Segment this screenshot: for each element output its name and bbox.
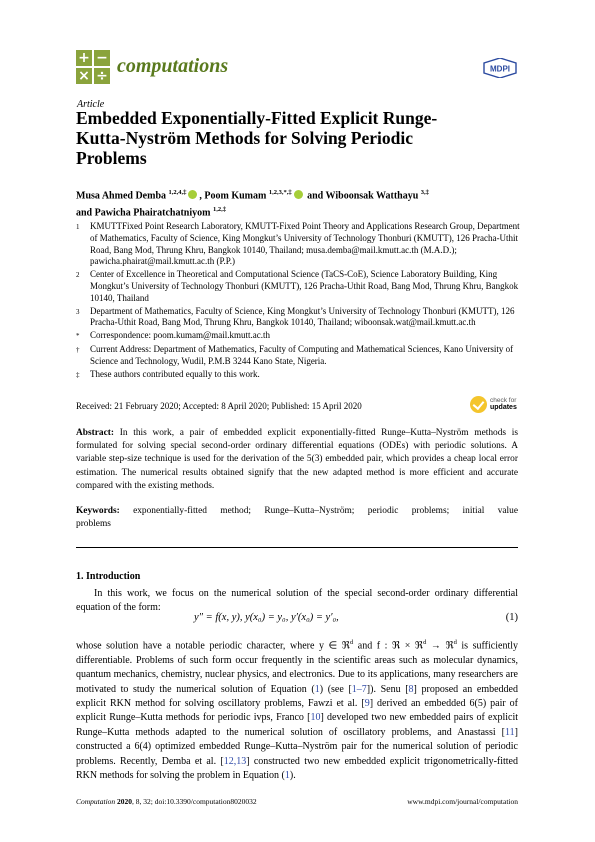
abstract bbox=[76, 427, 518, 493]
author-affil: 1,2,4,‡ bbox=[168, 189, 187, 196]
publication-dates: Received: 21 February 2020; Accepted: 8 April 2020; Published: 15 April 2020 bbox=[76, 401, 362, 411]
affiliation-item bbox=[76, 344, 526, 368]
orcid-icon[interactable] bbox=[294, 190, 303, 199]
paper-title: Embedded Exponentially-Fitted Explicit Runge-Kutta-Nyström Methods for Solving Periodic Problems bbox=[76, 108, 438, 168]
divide-icon: ÷ bbox=[94, 68, 110, 84]
orcid-icon[interactable] bbox=[188, 190, 197, 199]
affiliation-mark: 2 bbox=[76, 271, 80, 280]
citation-link[interactable]: 10 bbox=[310, 712, 321, 724]
check-updates-text bbox=[490, 397, 517, 411]
affiliation-item bbox=[76, 221, 526, 268]
footer-journal: Computation bbox=[76, 797, 116, 806]
author-name[interactable]: Pawicha Phairatchatniyom bbox=[94, 207, 211, 219]
check-updates-line2: updates bbox=[490, 404, 517, 411]
author-name[interactable]: Wiboonsak Watthayu bbox=[325, 190, 419, 202]
article-type: Article bbox=[77, 99, 105, 110]
affiliation-text: KMUTTFixed Point Research Laboratory, KMUTT-Fixed Point Theory and Applications Research Group, Department of Mathematics, Faculty of Science, King Mongkut’s University of Technology Thonburi (KMUTT), 126 Pracha-Uthit Road, Bang Mod, Thrung Khru, Bangkok 10140, Thailand; musa.demba@mail.kmutt.ac.th (M.A.D.); pawicha.phairat@mail.kmutt.ac.th (P.P.) bbox=[90, 221, 520, 267]
mdpi-logo-text: MDPI bbox=[490, 64, 510, 74]
checkmark-icon bbox=[470, 396, 487, 413]
affiliation-item bbox=[76, 306, 526, 330]
citation-link[interactable]: 9 bbox=[364, 697, 370, 709]
citation-link[interactable]: 11 bbox=[505, 726, 515, 738]
footer-doi[interactable]: , 8, 32; doi:10.3390/computation8020032 bbox=[132, 797, 257, 806]
author-conjunction: and bbox=[307, 190, 324, 202]
minus-icon: − bbox=[94, 50, 110, 66]
affiliation-text: Department of Mathematics, Faculty of Science, King Mongkut’s University of Technology Thonburi (KMUTT), 126 Pracha-Uthit Road, Bang Mod, Thrung Khru, Bangkok 10140, Thailand; wiboonsak.wat@mail.kmutt.ac.th bbox=[90, 305, 515, 328]
affiliation-mark: ‡ bbox=[76, 370, 80, 379]
intro-paragraph-2: whose solution have a notable periodic character, where y ∈ ℜ$^d$ and f : ℜ × ℜ$^d$ → ℜ$^d$ is sufficiently differentiable. Problems of such form occur frequently in the scientific areas such as molecular dynamics, quantum mechanics, chemistry, nuclear physics, and electronics. Due to its applications, many researchers are motivated to study the numerical solution of Equation (1) (see [1–7]). Senu [8] proposed an embedded explicit RKN method for solving oscillatory problems, Fawzi et al. [9] derived an embedded 6(5) pair of explicit Runge–Kutta methods for periodic ivps, Franco [10] developed two new embedded pairs of explicit Runge–Kutta methods adapted to the numerical solution of oscillatory problems, and Anastassi [11] constructed a 6(4) optimized embedded Runge–Kutta–Nyström pair for the numerical solution of periodic problems. Recently, Demba et al. [12,13] constructed two new embedded explicit trigonometrically-fitted RKN methods for solving the problem in Equation (1). bbox=[76, 639, 519, 781]
citation-link[interactable]: 1–7 bbox=[351, 683, 367, 695]
author-affil: 1,2,3,*,‡ bbox=[268, 189, 292, 196]
author-name[interactable]: Poom Kumam bbox=[204, 190, 267, 202]
divider bbox=[76, 547, 518, 548]
affiliation-text: Center of Excellence in Theoretical and Computational Science (TaCS-CoE), Science Laboratory Building, King Mongkut’s University of Technology Thonburi (KMUTT), 126 Pracha-Uthit Road, Bang Mod, Thrung Khru, Bangkok 10140, Thailand bbox=[90, 269, 519, 303]
section-number: 1. bbox=[76, 571, 84, 582]
citation-link[interactable]: 8 bbox=[408, 683, 414, 695]
author-affil: 3,‡ bbox=[420, 189, 429, 196]
keywords bbox=[76, 505, 518, 531]
section-heading bbox=[76, 571, 140, 582]
affiliation-mark: 1 bbox=[76, 223, 80, 231]
affiliation-text: These authors contributed equally to this work. bbox=[90, 368, 260, 379]
author-affil: 1,2,‡ bbox=[212, 206, 226, 214]
footer-year: 2020 bbox=[117, 797, 133, 806]
equation-ref-link[interactable]: 1 bbox=[314, 683, 320, 695]
affiliation-mark: * bbox=[76, 332, 80, 341]
affiliation-text: Current Address: Department of Mathematics, Faculty of Computing and Mathematical Sciences, Kano University of Science and Technology, Wudil, P.M.B 3244 Kano State, Nigeria. bbox=[90, 343, 514, 366]
affiliation-item bbox=[76, 330, 526, 343]
mdpi-logo-icon[interactable] bbox=[483, 58, 517, 78]
keywords-text: exponentially-fitted method; Runge–Kutta–Nyström; periodic problems; initial value problems bbox=[76, 506, 518, 530]
affiliation-item bbox=[76, 269, 526, 304]
check-for-updates-badge[interactable] bbox=[470, 394, 520, 414]
equation-number: (1) bbox=[505, 612, 518, 623]
abstract-text: In this work, a pair of embedded explicit exponentially-fitted Runge–Kutta–Nyström methods is formulated for solving special second-order ordinary differential equations (ODEs) with periodic solutions. A variable step-size technique is used for the derivation of the 5(3) embedded pair, which provides a cheap local error estimation. The numerical results obtained signify that the new adapted method is more efficient and accurate compared with the existing methods. bbox=[76, 428, 518, 491]
equation-ref-link[interactable]: 1 bbox=[284, 769, 290, 781]
journal-name[interactable]: computations bbox=[117, 55, 229, 77]
author-conjunction: and bbox=[76, 207, 93, 219]
keywords-label: Keywords: bbox=[76, 506, 120, 516]
affiliation-item bbox=[76, 369, 526, 382]
affiliation-mark: 3 bbox=[76, 307, 80, 316]
affiliation-mark: † bbox=[76, 345, 80, 354]
journal-logo bbox=[76, 50, 110, 84]
plus-icon: + bbox=[76, 50, 92, 66]
footer-citation bbox=[76, 797, 257, 806]
author-list: Musa Ahmed Demba $^{1,2,4,\ddagger}$ , Poom Kumam $^{1,2,3,*,\ddagger}$ and Wiboonsak Watthayu $^{3,\ddagger}$ and Pawicha Phairatchatniyom $^{1,2,\ddagger}$ bbox=[76, 189, 429, 219]
abstract-label: Abstract: bbox=[76, 428, 115, 438]
section-title: Introduction bbox=[86, 571, 141, 582]
intro-paragraph-1: In this work, we focus on the numerical solution of the special second-order ordinary differential equation of the form: bbox=[76, 588, 518, 614]
affiliation-list bbox=[76, 221, 526, 382]
equation-body: y″ = f(x, y), y(x₀) = y₀, y′(x₀) = y′₀, bbox=[194, 612, 339, 623]
footer-url[interactable]: www.mdpi.com/journal/computation bbox=[407, 797, 518, 806]
times-icon: × bbox=[76, 68, 92, 84]
author-name[interactable]: Musa Ahmed Demba bbox=[76, 190, 167, 202]
correspondence-text: Correspondence: poom.kumam@mail.kmutt.ac.th bbox=[90, 330, 270, 341]
citation-link[interactable]: 12,13 bbox=[223, 755, 247, 767]
check-updates-line1: check for bbox=[490, 397, 517, 404]
